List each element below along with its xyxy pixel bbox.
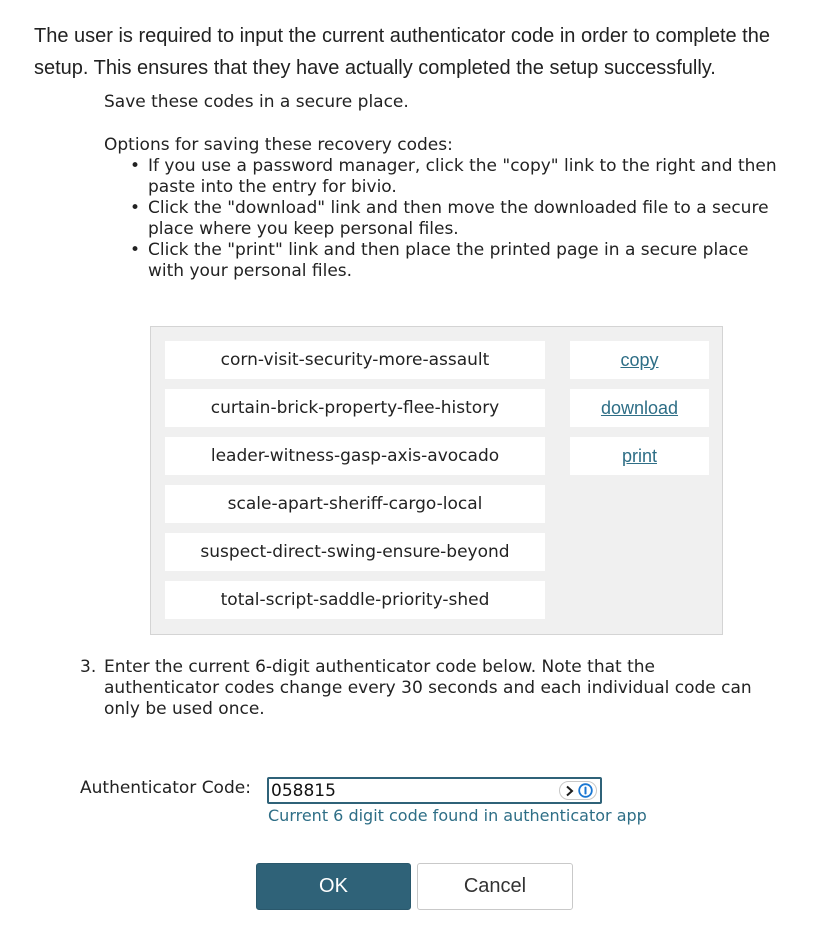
recovery-code: leader-witness-gasp-axis-avocado — [165, 437, 545, 475]
options-list — [130, 156, 780, 282]
options-heading: Options for saving these recovery codes: — [104, 135, 453, 155]
authenticator-code-field — [267, 777, 602, 804]
recovery-code-list — [165, 341, 545, 629]
cancel-button[interactable]: Cancel — [417, 863, 573, 910]
save-instruction: Save these codes in a secure place. — [104, 92, 409, 112]
option-item-print: • Click the "print" link and then place the printed page in a secure place with your personal files. — [130, 240, 780, 282]
option-item-download: • Click the "download" link and then move the downloaded file to a secure place where you keep personal files. — [130, 198, 780, 240]
print-link[interactable]: print — [570, 437, 709, 475]
recovery-code: total-script-saddle-priority-shed — [165, 581, 545, 619]
recovery-codes-panel — [150, 326, 723, 635]
recovery-code: scale-apart-sheriff-cargo-local — [165, 485, 545, 523]
password-manager-icon[interactable] — [559, 781, 597, 800]
step-text: Enter the current 6-digit authenticator code below. Note that the authenticator codes change every 30 seconds and each individual code can only be used once. — [104, 657, 752, 719]
recovery-code: curtain-brick-property-flee-history — [165, 389, 545, 427]
authenticator-code-input[interactable] — [271, 780, 551, 801]
option-item-password-manager: • If you use a password manager, click the "copy" link to the right and then paste into the entry for bivio. — [130, 156, 780, 198]
recovery-code: corn-visit-security-more-assault — [165, 341, 545, 379]
authenticator-code-help: Current 6 digit code found in authenticator app — [268, 806, 647, 825]
chevron-right-icon — [564, 785, 576, 797]
key-circle-icon — [578, 783, 593, 798]
copy-link[interactable]: copy — [570, 341, 709, 379]
ok-button[interactable]: OK — [256, 863, 411, 910]
step-number: 3. — [80, 657, 97, 677]
code-actions — [570, 341, 709, 485]
recovery-code: suspect-direct-swing-ensure-beyond — [165, 533, 545, 571]
step-3-instruction — [80, 657, 760, 720]
authenticator-code-label: Authenticator Code: — [80, 778, 251, 798]
intro-text: The user is required to input the current authenticator code in order to complete the setup. This ensures that they have actually completed the setup successfully. — [34, 25, 770, 79]
download-link[interactable]: download — [570, 389, 709, 427]
